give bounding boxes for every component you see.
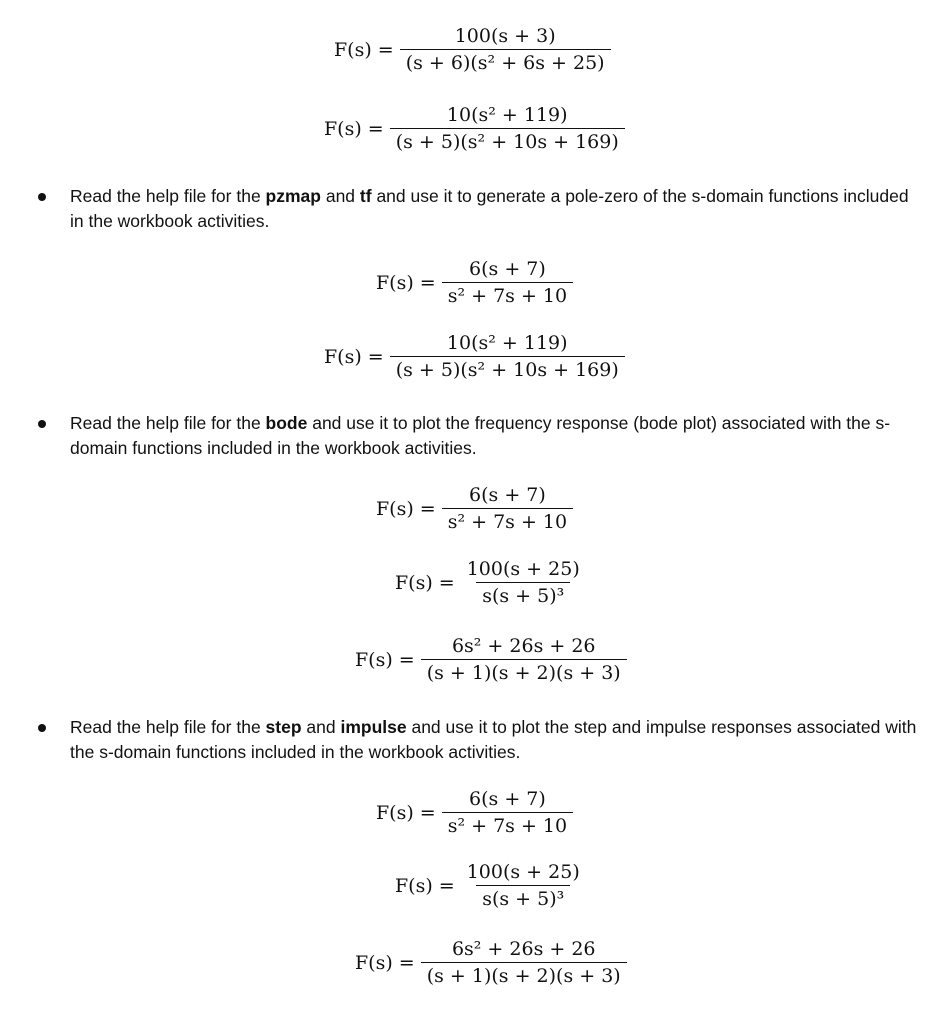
numerator: 6s² + 26s + 26 xyxy=(451,635,596,657)
denominator: s² + 7s + 10 xyxy=(442,812,573,836)
fraction xyxy=(442,790,573,836)
numerator: 6(s + 7) xyxy=(469,258,546,280)
bullet-text xyxy=(70,715,927,765)
numerator: 6(s + 7) xyxy=(469,788,546,810)
bullet-dot-icon xyxy=(38,724,46,732)
bullet-text xyxy=(70,411,927,461)
text-run: and xyxy=(320,186,360,206)
equation-lhs: F(s) = xyxy=(324,345,384,368)
equation-lhs: F(s) = xyxy=(376,271,436,294)
bullet-bode xyxy=(32,411,927,461)
bullet-dot-icon xyxy=(38,420,46,428)
text-run: Read the help file for the xyxy=(70,413,266,433)
text-run: Read the help file for the xyxy=(70,186,266,206)
fraction xyxy=(421,637,627,683)
denominator: (s + 1)(s + 2)(s + 3) xyxy=(421,962,627,986)
text-run: and use it to plot the step and impulse responses associated with the s-domain functions included in the workbook activities. xyxy=(70,717,917,762)
keyword-step: step xyxy=(265,717,302,737)
denominator: s(s + 5)³ xyxy=(476,582,570,606)
fraction xyxy=(390,106,625,152)
equation-9 xyxy=(395,863,586,909)
fraction xyxy=(461,560,586,606)
denominator: s² + 7s + 10 xyxy=(442,282,573,306)
equation-lhs: F(s) = xyxy=(376,497,436,520)
text-run: and use it to plot the frequency response (bode plot) associated with the s-domain functions included in the workbook activities. xyxy=(70,413,891,458)
fraction xyxy=(442,260,573,306)
fraction xyxy=(442,486,573,532)
denominator: (s + 1)(s + 2)(s + 3) xyxy=(421,659,627,683)
fraction xyxy=(390,334,625,380)
equation-6 xyxy=(395,560,586,606)
denominator: s(s + 5)³ xyxy=(476,885,570,909)
denominator: s² + 7s + 10 xyxy=(442,508,573,532)
equation-3 xyxy=(376,260,573,306)
equation-lhs: F(s) = xyxy=(324,117,384,140)
equation-lhs: F(s) = xyxy=(355,648,415,671)
denominator: (s + 6)(s² + 6s + 25) xyxy=(400,49,611,73)
numerator: 100(s + 25) xyxy=(466,558,580,580)
equation-7 xyxy=(355,637,627,683)
denominator: (s + 5)(s² + 10s + 169) xyxy=(390,356,625,380)
text-run: and use it to generate a pole-zero of the s-domain functions included in the workbook activities. xyxy=(70,186,909,231)
fraction xyxy=(400,27,611,73)
equation-4 xyxy=(324,334,625,380)
equation-lhs: F(s) = xyxy=(395,571,455,594)
bullet-dot-icon xyxy=(38,193,46,201)
fraction xyxy=(461,863,586,909)
numerator: 6(s + 7) xyxy=(469,484,546,506)
numerator: 6s² + 26s + 26 xyxy=(451,938,596,960)
equation-lhs: F(s) = xyxy=(376,801,436,824)
equation-8 xyxy=(376,790,573,836)
keyword-pzmap: pzmap xyxy=(265,186,321,206)
keyword-impulse: impulse xyxy=(340,717,407,737)
numerator: 10(s² + 119) xyxy=(446,104,568,126)
keyword-bode: bode xyxy=(265,413,308,433)
equation-1 xyxy=(334,27,611,73)
text-run: and xyxy=(301,717,341,737)
bullet-step-impulse xyxy=(32,715,927,765)
equation-lhs: F(s) = xyxy=(355,951,415,974)
fraction xyxy=(421,940,627,986)
keyword-tf: tf xyxy=(359,186,372,206)
equation-lhs: F(s) = xyxy=(334,38,394,61)
numerator: 100(s + 3) xyxy=(454,25,556,47)
equation-5 xyxy=(376,486,573,532)
denominator: (s + 5)(s² + 10s + 169) xyxy=(390,128,625,152)
numerator: 100(s + 25) xyxy=(466,861,580,883)
bullet-text xyxy=(70,184,927,234)
numerator: 10(s² + 119) xyxy=(446,332,568,354)
equation-lhs: F(s) = xyxy=(395,874,455,897)
text-run: Read the help file for the xyxy=(70,717,266,737)
equation-2 xyxy=(324,106,625,152)
bullet-pzmap xyxy=(32,184,927,234)
equation-10 xyxy=(355,940,627,986)
